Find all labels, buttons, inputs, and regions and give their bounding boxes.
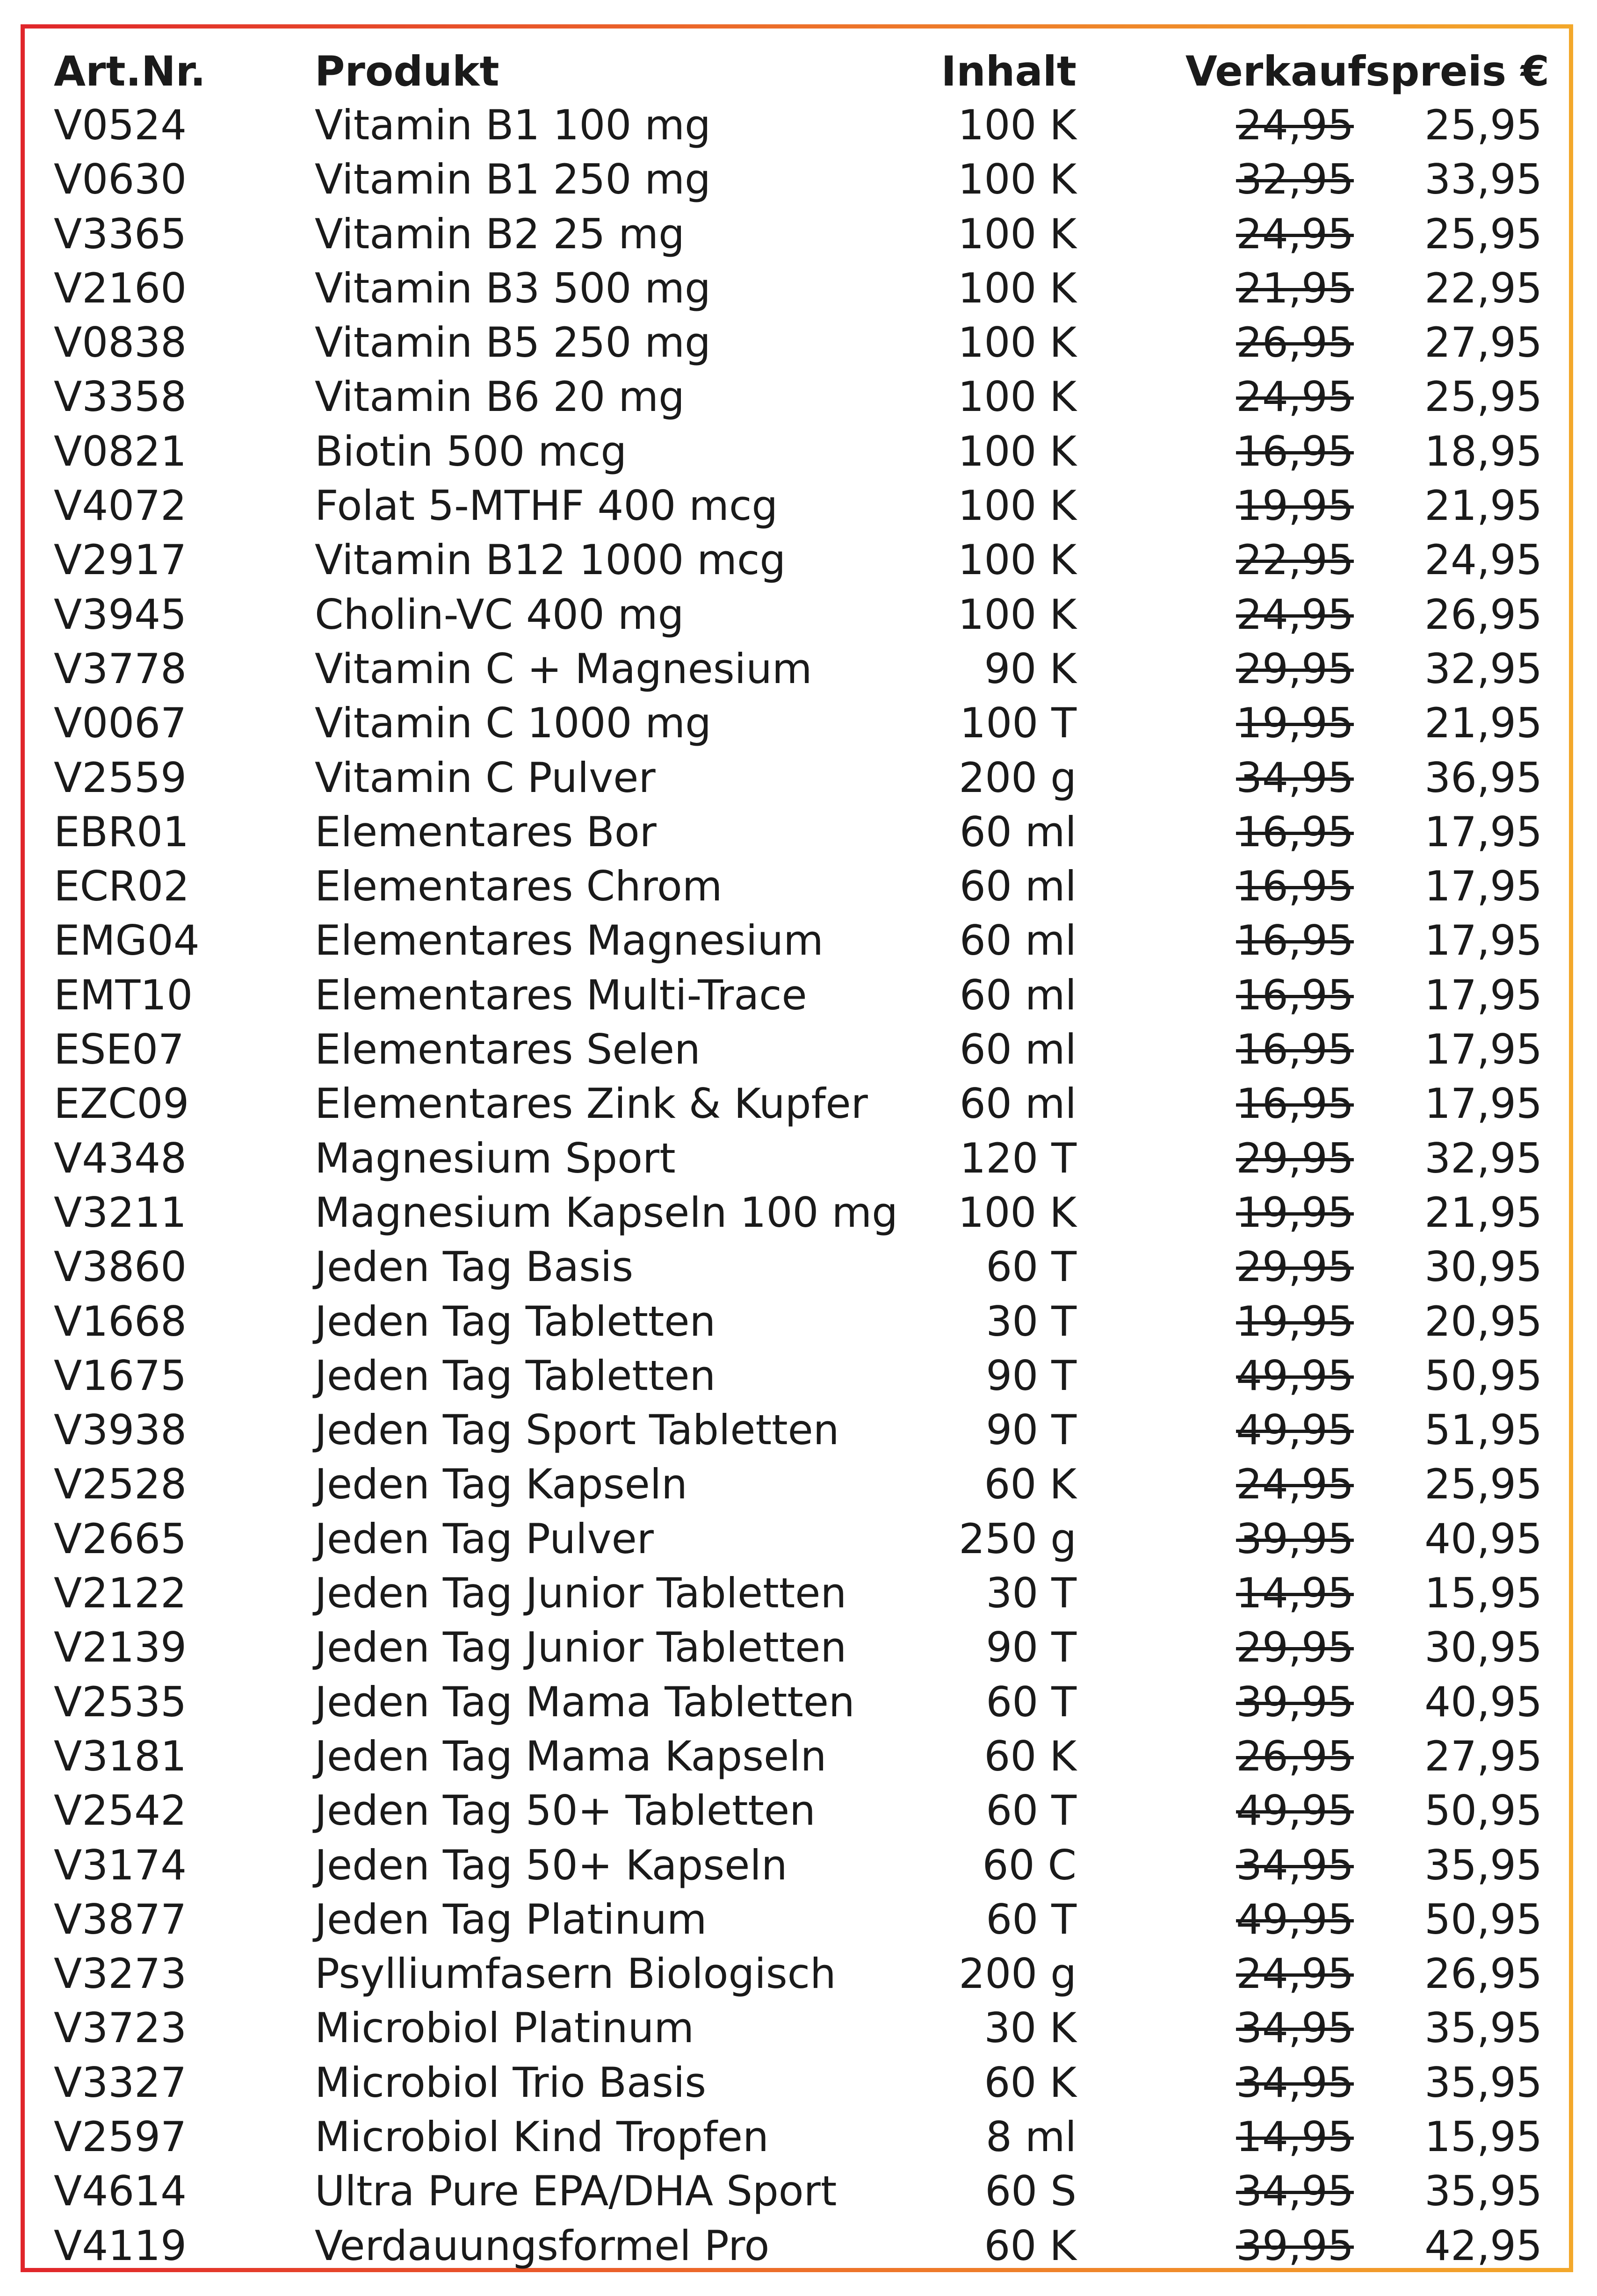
old-price-cell: 29,95	[1236, 644, 1354, 693]
art-nr-cell: V3723	[54, 2004, 187, 2052]
content-amount-cell: 60 ml	[959, 862, 1077, 911]
content-amount-cell: 250 g	[959, 1514, 1077, 1563]
art-nr-cell: V0630	[54, 155, 187, 204]
content-amount-cell: 60 K	[984, 2221, 1077, 2270]
old-price-cell: 16,95	[1236, 1080, 1354, 1128]
new-price-cell: 18,95	[1424, 427, 1542, 475]
new-price-cell: 21,95	[1424, 482, 1542, 530]
table-row	[33, 98, 1558, 152]
old-price-cell: 21,95	[1236, 264, 1354, 312]
product-name-cell: Jeden Tag Pulver	[315, 1514, 654, 1563]
content-amount-cell: 200 g	[959, 753, 1077, 802]
content-amount-cell: 100 T	[960, 699, 1077, 748]
content-amount-cell: 60 K	[984, 2058, 1077, 2107]
content-amount-cell: 100 K	[958, 427, 1077, 475]
table-row	[33, 751, 1558, 805]
table-row	[33, 1403, 1558, 1457]
new-price-cell: 36,95	[1424, 753, 1542, 802]
art-nr-cell: EMG04	[54, 916, 200, 965]
old-price-cell: 34,95	[1236, 753, 1354, 802]
old-price-cell: 14,95	[1236, 2112, 1354, 2161]
art-nr-cell: V3174	[54, 1841, 187, 1889]
table-row	[33, 2001, 1558, 2055]
content-amount-cell: 100 K	[958, 536, 1077, 584]
art-nr-cell: V2559	[54, 753, 187, 802]
content-amount-cell: 90 K	[984, 644, 1077, 693]
table-row	[33, 370, 1558, 424]
table-row	[33, 1620, 1558, 1675]
product-name-cell: Jeden Tag Mama Kapseln	[315, 1732, 827, 1780]
old-price-cell: 39,95	[1236, 2221, 1354, 2270]
art-nr-cell: V3327	[54, 2058, 187, 2107]
content-amount-cell: 8 ml	[985, 2112, 1077, 2161]
new-price-cell: 25,95	[1424, 1460, 1542, 1509]
product-name-cell: Magnesium Sport	[315, 1134, 676, 1182]
product-name-cell: Jeden Tag Platinum	[315, 1895, 707, 1943]
product-name-cell: Vitamin B3 500 mg	[315, 264, 711, 312]
product-name-cell: Jeden Tag Junior Tabletten	[315, 1569, 847, 1618]
table-row	[33, 1729, 1558, 1784]
new-price-cell: 50,95	[1424, 1895, 1542, 1943]
content-amount-cell: 120 T	[960, 1134, 1077, 1182]
new-price-cell: 40,95	[1424, 1514, 1542, 1563]
content-amount-cell: 60 ml	[959, 807, 1077, 856]
art-nr-cell: V2160	[54, 264, 187, 312]
content-amount-cell: 30 K	[984, 2004, 1077, 2052]
product-name-cell: Jeden Tag Junior Tabletten	[315, 1623, 847, 1672]
content-amount-cell: 60 ml	[959, 1025, 1077, 1074]
old-price-cell: 49,95	[1236, 1351, 1354, 1400]
new-price-cell: 40,95	[1424, 1677, 1542, 1726]
product-name-cell: Elementares Magnesium	[315, 916, 824, 965]
art-nr-cell: V2597	[54, 2112, 187, 2161]
art-nr-cell: V2917	[54, 536, 187, 584]
content-amount-cell: 90 T	[986, 1406, 1077, 1454]
table-row	[33, 533, 1558, 587]
content-amount-cell: 60 T	[986, 1243, 1077, 1291]
product-name-cell: Vitamin B5 250 mg	[315, 318, 711, 367]
art-nr-cell: V2122	[54, 1569, 187, 1618]
product-name-cell: Vitamin C Pulver	[315, 753, 656, 802]
art-nr-cell: EZC09	[54, 1080, 189, 1128]
art-nr-cell: V0524	[54, 101, 187, 149]
table-row	[33, 1947, 1558, 2001]
art-nr-cell: V3211	[54, 1188, 187, 1237]
table-row	[33, 1512, 1558, 1566]
product-name-cell: Cholin-VC 400 mg	[315, 590, 684, 639]
old-price-cell: 49,95	[1236, 1895, 1354, 1943]
new-price-cell: 50,95	[1424, 1351, 1542, 1400]
old-price-cell: 26,95	[1236, 1732, 1354, 1780]
product-name-cell: Jeden Tag Tabletten	[315, 1297, 716, 1346]
art-nr-cell: V2139	[54, 1623, 187, 1672]
new-price-cell: 27,95	[1424, 1732, 1542, 1780]
product-name-cell: Microbiol Kind Tropfen	[315, 2112, 769, 2161]
product-name-cell: Verdauungsformel Pro	[315, 2221, 770, 2270]
new-price-cell: 21,95	[1424, 699, 1542, 748]
old-price-cell: 24,95	[1236, 590, 1354, 639]
old-price-cell: 16,95	[1236, 862, 1354, 911]
content-amount-cell: 60 T	[986, 1895, 1077, 1943]
table-header	[33, 44, 1558, 98]
product-name-cell: Magnesium Kapseln 100 mg	[315, 1188, 898, 1237]
art-nr-cell: EMT10	[54, 971, 193, 1019]
old-price-cell: 49,95	[1236, 1786, 1354, 1835]
art-nr-cell: V2542	[54, 1786, 187, 1835]
old-price-cell: 16,95	[1236, 427, 1354, 475]
art-nr-cell: V3877	[54, 1895, 187, 1943]
art-nr-cell: V2665	[54, 1514, 187, 1563]
content-amount-cell: 100 K	[958, 318, 1077, 367]
product-name-cell: Elementares Zink & Kupfer	[315, 1080, 868, 1128]
new-price-cell: 30,95	[1424, 1243, 1542, 1291]
table-row	[33, 479, 1558, 533]
art-nr-cell: V3860	[54, 1243, 187, 1291]
old-price-cell: 24,95	[1236, 1460, 1354, 1509]
art-nr-cell: V3778	[54, 644, 187, 693]
new-price-cell: 17,95	[1424, 971, 1542, 1019]
product-name-cell: Psylliumfasern Biologisch	[315, 1950, 836, 1998]
art-nr-cell: ESE07	[54, 1025, 185, 1074]
product-name-cell: Elementares Bor	[315, 807, 657, 856]
table-row	[33, 2110, 1558, 2164]
old-price-cell: 34,95	[1236, 1841, 1354, 1889]
new-price-cell: 30,95	[1424, 1623, 1542, 1672]
art-nr-cell: V4119	[54, 2221, 187, 2270]
old-price-cell: 29,95	[1236, 1243, 1354, 1291]
new-price-cell: 21,95	[1424, 1188, 1542, 1237]
table-row	[33, 914, 1558, 968]
old-price-cell: 49,95	[1236, 1406, 1354, 1454]
table-row	[33, 968, 1558, 1022]
product-name-cell: Jeden Tag Sport Tabletten	[315, 1406, 839, 1454]
art-nr-cell: V4614	[54, 2167, 187, 2216]
new-price-cell: 20,95	[1424, 1297, 1542, 1346]
table-row	[33, 1295, 1558, 1349]
new-price-cell: 17,95	[1424, 807, 1542, 856]
table-row	[33, 261, 1558, 316]
art-nr-cell: V3181	[54, 1732, 187, 1780]
table-row	[33, 2219, 1558, 2273]
art-nr-cell: ECR02	[54, 862, 190, 911]
old-price-cell: 24,95	[1236, 101, 1354, 149]
product-name-cell: Microbiol Trio Basis	[315, 2058, 707, 2107]
product-name-cell: Biotin 500 mcg	[315, 427, 627, 475]
table-row	[33, 1186, 1558, 1240]
art-nr-cell: V3938	[54, 1406, 187, 1454]
content-amount-cell: 100 K	[958, 264, 1077, 312]
old-price-cell: 34,95	[1236, 2167, 1354, 2216]
header-art-nr: Art.Nr.	[54, 47, 206, 95]
new-price-cell: 22,95	[1424, 264, 1542, 312]
table-row	[33, 1077, 1558, 1131]
art-nr-cell: V0838	[54, 318, 187, 367]
table-row	[33, 1675, 1558, 1729]
content-amount-cell: 30 T	[986, 1297, 1077, 1346]
old-price-cell: 39,95	[1236, 1677, 1354, 1726]
old-price-cell: 26,95	[1236, 318, 1354, 367]
art-nr-cell: V1668	[54, 1297, 187, 1346]
new-price-cell: 42,95	[1424, 2221, 1542, 2270]
new-price-cell: 17,95	[1424, 1025, 1542, 1074]
product-name-cell: Microbiol Platinum	[315, 2004, 694, 2052]
product-name-cell: Jeden Tag 50+ Kapseln	[315, 1841, 788, 1889]
content-amount-cell: 100 K	[958, 101, 1077, 149]
old-price-cell: 19,95	[1236, 1188, 1354, 1237]
content-amount-cell: 60 T	[986, 1786, 1077, 1835]
content-amount-cell: 60 ml	[959, 971, 1077, 1019]
content-amount-cell: 60 K	[984, 1460, 1077, 1509]
old-price-cell: 34,95	[1236, 2058, 1354, 2107]
table-row	[33, 642, 1558, 696]
new-price-cell: 27,95	[1424, 318, 1542, 367]
new-price-cell: 26,95	[1424, 590, 1542, 639]
content-amount-cell: 100 K	[958, 482, 1077, 530]
new-price-cell: 15,95	[1424, 1569, 1542, 1618]
old-price-cell: 14,95	[1236, 1569, 1354, 1618]
price-list-table	[33, 44, 1558, 2273]
product-name-cell: Vitamin C 1000 mg	[315, 699, 711, 748]
table-row	[33, 696, 1558, 750]
art-nr-cell: V2535	[54, 1677, 187, 1726]
content-amount-cell: 90 T	[986, 1351, 1077, 1400]
table-row	[33, 1838, 1558, 1893]
product-name-cell: Folat 5-MTHF 400 mcg	[315, 482, 778, 530]
content-amount-cell: 60 K	[984, 1732, 1077, 1780]
product-name-cell: Jeden Tag Mama Tabletten	[315, 1677, 855, 1726]
new-price-cell: 35,95	[1424, 1841, 1542, 1889]
art-nr-cell: V3945	[54, 590, 187, 639]
content-amount-cell: 90 T	[986, 1623, 1077, 1672]
header-verkaufspreis: Verkaufspreis €	[1185, 47, 1549, 95]
old-price-cell: 16,95	[1236, 807, 1354, 856]
product-name-cell: Vitamin B6 20 mg	[315, 373, 685, 421]
new-price-cell: 17,95	[1424, 862, 1542, 911]
content-amount-cell: 100 K	[958, 373, 1077, 421]
old-price-cell: 22,95	[1236, 536, 1354, 584]
new-price-cell: 50,95	[1424, 1786, 1542, 1835]
art-nr-cell: EBR01	[54, 807, 189, 856]
table-row	[33, 207, 1558, 261]
content-amount-cell: 60 T	[986, 1677, 1077, 1726]
table-row	[33, 1022, 1558, 1077]
new-price-cell: 17,95	[1424, 1080, 1542, 1128]
table-row	[33, 152, 1558, 207]
art-nr-cell: V1675	[54, 1351, 187, 1400]
table-row	[33, 1893, 1558, 1947]
old-price-cell: 24,95	[1236, 373, 1354, 421]
table-row	[33, 1349, 1558, 1403]
table-row	[33, 1566, 1558, 1620]
table-row	[33, 1131, 1558, 1186]
new-price-cell: 32,95	[1424, 644, 1542, 693]
new-price-cell: 26,95	[1424, 1950, 1542, 1998]
new-price-cell: 51,95	[1424, 1406, 1542, 1454]
new-price-cell: 32,95	[1424, 1134, 1542, 1182]
art-nr-cell: V2528	[54, 1460, 187, 1509]
product-name-cell: Elementares Selen	[315, 1025, 701, 1074]
new-price-cell: 15,95	[1424, 2112, 1542, 2161]
new-price-cell: 25,95	[1424, 209, 1542, 258]
new-price-cell: 35,95	[1424, 2167, 1542, 2216]
product-name-cell: Elementares Chrom	[315, 862, 723, 911]
product-name-cell: Vitamin B2 25 mg	[315, 209, 685, 258]
content-amount-cell: 100 K	[958, 155, 1077, 204]
table-row	[33, 1240, 1558, 1294]
table-row	[33, 1784, 1558, 1838]
product-name-cell: Jeden Tag Tabletten	[315, 1351, 716, 1400]
table-row	[33, 2056, 1558, 2110]
product-name-cell: Vitamin B1 250 mg	[315, 155, 711, 204]
art-nr-cell: V0067	[54, 699, 187, 748]
art-nr-cell: V3365	[54, 209, 187, 258]
table-row	[33, 1457, 1558, 1511]
content-amount-cell: 100 K	[958, 590, 1077, 639]
product-name-cell: Jeden Tag Kapseln	[315, 1460, 687, 1509]
content-amount-cell: 60 ml	[959, 1080, 1077, 1128]
old-price-cell: 29,95	[1236, 1134, 1354, 1182]
content-amount-cell: 30 T	[986, 1569, 1077, 1618]
old-price-cell: 19,95	[1236, 1297, 1354, 1346]
old-price-cell: 19,95	[1236, 482, 1354, 530]
content-amount-cell: 100 K	[958, 209, 1077, 258]
header-produkt: Produkt	[315, 47, 499, 95]
table-row	[33, 425, 1558, 479]
old-price-cell: 19,95	[1236, 699, 1354, 748]
table-row	[33, 316, 1558, 370]
old-price-cell: 16,95	[1236, 916, 1354, 965]
product-name-cell: Vitamin C + Magnesium	[315, 644, 812, 693]
old-price-cell: 16,95	[1236, 1025, 1354, 1074]
product-name-cell: Vitamin B1 100 mg	[315, 101, 711, 149]
old-price-cell: 24,95	[1236, 209, 1354, 258]
content-amount-cell: 100 K	[958, 1188, 1077, 1237]
content-amount-cell: 200 g	[959, 1950, 1077, 1998]
product-name-cell: Jeden Tag 50+ Tabletten	[315, 1786, 816, 1835]
table-row	[33, 588, 1558, 642]
product-name-cell: Vitamin B12 1000 mcg	[315, 536, 786, 584]
table-row	[33, 2164, 1558, 2218]
art-nr-cell: V3273	[54, 1950, 187, 1998]
new-price-cell: 33,95	[1424, 155, 1542, 204]
art-nr-cell: V3358	[54, 373, 187, 421]
new-price-cell: 25,95	[1424, 101, 1542, 149]
product-name-cell: Jeden Tag Basis	[315, 1243, 634, 1291]
old-price-cell: 24,95	[1236, 1950, 1354, 1998]
table-row	[33, 859, 1558, 914]
art-nr-cell: V4072	[54, 482, 187, 530]
old-price-cell: 16,95	[1236, 971, 1354, 1019]
new-price-cell: 17,95	[1424, 916, 1542, 965]
old-price-cell: 34,95	[1236, 2004, 1354, 2052]
new-price-cell: 35,95	[1424, 2058, 1542, 2107]
new-price-cell: 35,95	[1424, 2004, 1542, 2052]
new-price-cell: 25,95	[1424, 373, 1542, 421]
header-inhalt: Inhalt	[941, 47, 1077, 95]
product-name-cell: Elementares Multi-Trace	[315, 971, 807, 1019]
old-price-cell: 29,95	[1236, 1623, 1354, 1672]
product-name-cell: Ultra Pure EPA/DHA Sport	[315, 2167, 837, 2216]
old-price-cell: 32,95	[1236, 155, 1354, 204]
art-nr-cell: V0821	[54, 427, 187, 475]
art-nr-cell: V4348	[54, 1134, 187, 1182]
content-amount-cell: 60 ml	[959, 916, 1077, 965]
table-row	[33, 805, 1558, 859]
new-price-cell: 24,95	[1424, 536, 1542, 584]
content-amount-cell: 60 C	[982, 1841, 1077, 1889]
old-price-cell: 39,95	[1236, 1514, 1354, 1563]
content-amount-cell: 60 S	[985, 2167, 1077, 2216]
